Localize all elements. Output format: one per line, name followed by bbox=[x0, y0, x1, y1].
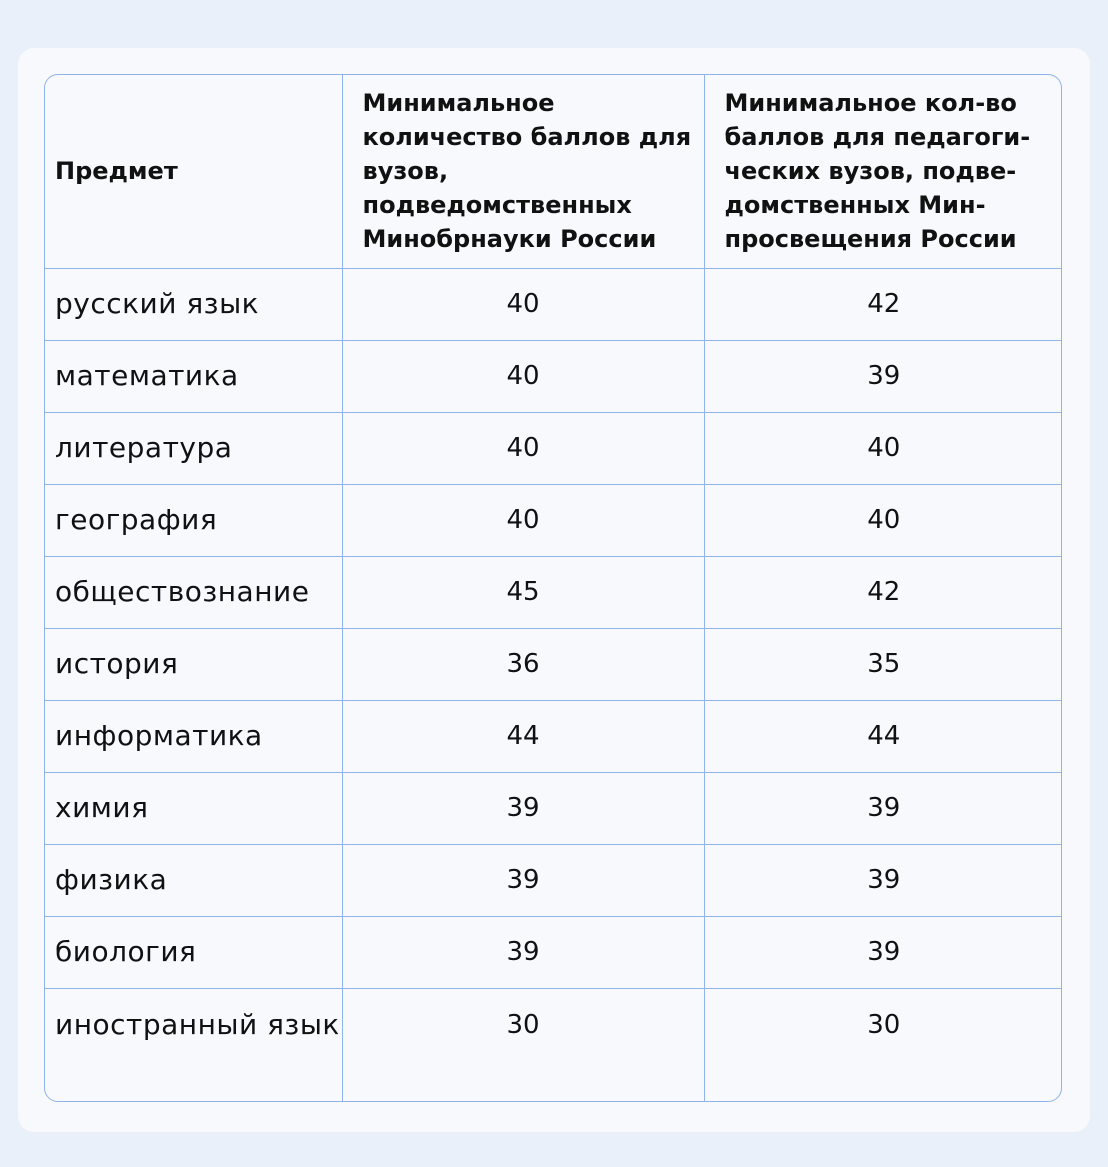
minobrnauki-score-cell: 45 bbox=[342, 556, 704, 628]
subject-cell: химия bbox=[45, 772, 342, 844]
subject-cell: история bbox=[45, 628, 342, 700]
subject-cell: информатика bbox=[45, 700, 342, 772]
subject-cell: физика bbox=[45, 844, 342, 916]
table-row bbox=[45, 268, 1062, 340]
table-row bbox=[45, 484, 1062, 556]
header-minobrnauki: Минимальное количество баллов для вузов, подведомственных Минобрнауки России bbox=[342, 75, 704, 268]
subject-cell: математика bbox=[45, 340, 342, 412]
subject-cell: литература bbox=[45, 412, 342, 484]
subject-cell: обществознание bbox=[45, 556, 342, 628]
subject-cell: география bbox=[45, 484, 342, 556]
minobrnauki-score-cell: 40 bbox=[342, 412, 704, 484]
minobrnauki-score-cell: 30 bbox=[342, 988, 704, 1102]
table-row bbox=[45, 772, 1062, 844]
minprosvescheniya-score-cell: 39 bbox=[704, 772, 1062, 844]
scores-table bbox=[45, 75, 1062, 1102]
table-row bbox=[45, 844, 1062, 916]
table-row bbox=[45, 340, 1062, 412]
minprosvescheniya-score-cell: 30 bbox=[867, 1009, 901, 1040]
minprosvescheniya-score-cell: 42 bbox=[704, 556, 1062, 628]
scores-table-container bbox=[44, 74, 1062, 1102]
header-row bbox=[45, 75, 1062, 268]
table-row bbox=[45, 412, 1062, 484]
minprosvescheniya-score-cell: 39 bbox=[704, 340, 1062, 412]
minprosvescheniya-score-cell: 40 bbox=[704, 412, 1062, 484]
table-row bbox=[45, 556, 1062, 628]
minobrnauki-score-cell: 39 bbox=[342, 844, 704, 916]
minobrnauki-score-cell: 40 bbox=[342, 268, 704, 340]
minprosvescheniya-score-cell: 42 bbox=[704, 268, 1062, 340]
minobrnauki-score-cell: 44 bbox=[342, 700, 704, 772]
subject-cell: иностранный язык bbox=[45, 988, 342, 1102]
table-header bbox=[45, 75, 1062, 268]
table-body bbox=[45, 268, 1062, 1102]
minprosvescheniya-score-cell: 39 bbox=[704, 844, 1062, 916]
table-row bbox=[45, 988, 1062, 1102]
minprosvescheniya-score-cell: 44 bbox=[704, 700, 1062, 772]
minobrnauki-score-cell: 39 bbox=[342, 916, 704, 988]
table-row bbox=[45, 700, 1062, 772]
table-row bbox=[45, 628, 1062, 700]
minprosvescheniya-score-cell: 39 bbox=[704, 916, 1062, 988]
minobrnauki-score-cell: 40 bbox=[342, 340, 704, 412]
table-row bbox=[45, 916, 1062, 988]
header-minprosvescheniya: Минимальное кол-во баллов для педагоги-ческих вузов, подве-домственных Мин-просвещения России bbox=[704, 75, 1062, 268]
subject-cell: русский язык bbox=[45, 268, 342, 340]
minprosvescheniya-score-cell: 40 bbox=[704, 484, 1062, 556]
subject-cell: биология bbox=[45, 916, 342, 988]
minobrnauki-score-cell: 40 bbox=[342, 484, 704, 556]
minobrnauki-score-cell: 39 bbox=[342, 772, 704, 844]
minprosvescheniya-score-cell: 35 bbox=[704, 628, 1062, 700]
table-card bbox=[18, 48, 1090, 1132]
header-subject: Предмет bbox=[45, 75, 342, 268]
minobrnauki-score-cell: 36 bbox=[342, 628, 704, 700]
